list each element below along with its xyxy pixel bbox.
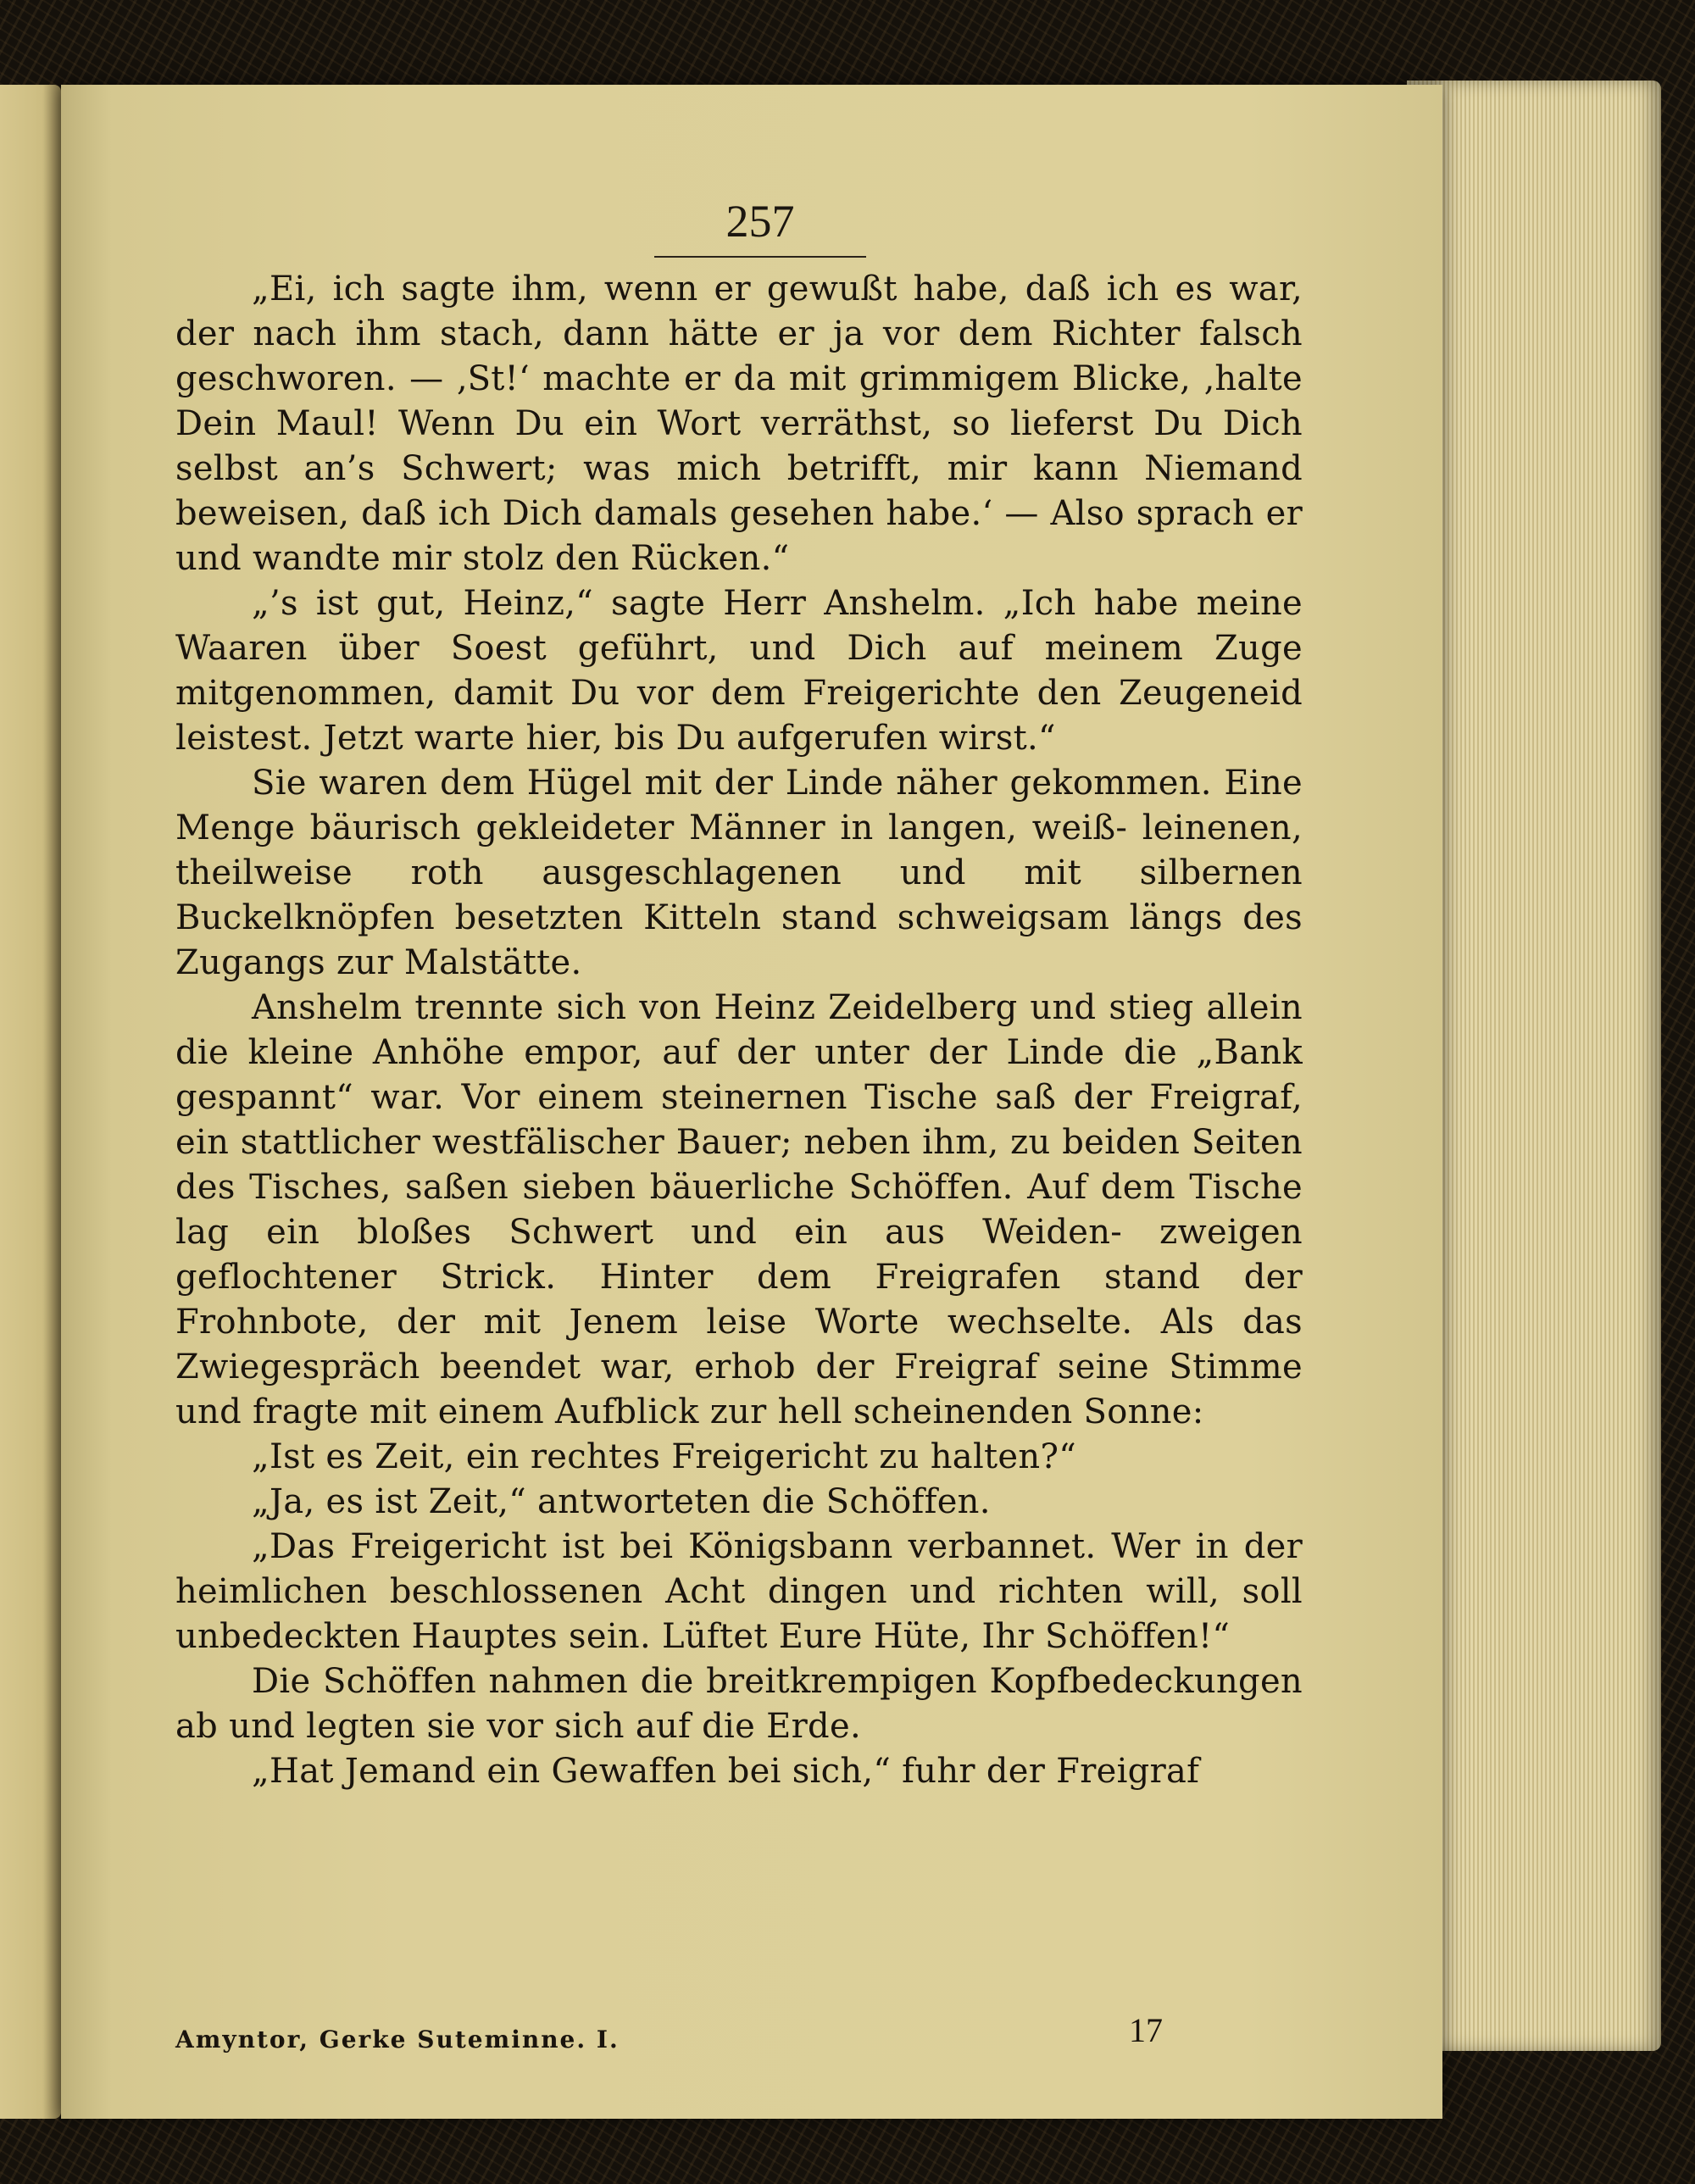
- page-stack-edges: [1407, 81, 1661, 2051]
- paragraph: Sie waren dem Hügel mit der Linde näher gekommen. Eine Menge bäurisch gekleideter Männer in langen, weiß- leinenen, theilweise roth ausgeschlagenen und mit silbernen Buckelknöpfen besetzten Kitteln stand schweigsam längs des Zugangs zur Malstätte.: [175, 764, 1303, 982]
- left-facing-page: [0, 85, 61, 2119]
- paragraph: „Ja, es ist Zeit,“ antworteten die Schöffen.: [252, 1482, 991, 1521]
- paragraph: „Ist es Zeit, ein rechtes Freigericht zu halten?“: [252, 1437, 1076, 1476]
- body-text: [175, 267, 1303, 1794]
- paragraph: „Das Freigericht ist bei Königsbann verbannet. Wer in der heimlichen beschlossenen Acht dingen und richten will, soll unbedeckten Hauptes sein. Lüftet Eure Hüte, Ihr Schöffen!“: [175, 1527, 1303, 1656]
- paragraph: Anshelm trennte sich von Heinz Zeidelberg und stieg allein die kleine Anhöhe empor, auf der unter der Linde die „Bank gespannt“ war. Vor einem steinernen Tische saß der Freigraf, ein stattlicher westfälischer Bauer; neben ihm, zu beiden Seiten des Tisches, saßen sieben bäuerliche Schöffen. Auf dem Tische lag ein bloßes Schwert und ein aus Weiden- zweigen geflochtener Strick. Hinter dem Freigrafen stand der Frohnbote, der mit Jenem leise Worte wechselte. Als das Zwiegespräch beendet war, erhob der Freigraf seine Stimme und fragte mit einem Aufblick zur hell scheinenden Sonne:: [175, 988, 1303, 1431]
- signature-line: Amyntor, Gerke Suteminne. I.: [175, 2026, 620, 2053]
- signature-number: 17: [1129, 2011, 1163, 2049]
- page-number: 257: [725, 196, 795, 247]
- paragraph: „’s ist gut, Heinz,“ sagte Herr Anshelm. „Ich habe meine Waaren über Soest geführt, und Dich auf meinem Zuge mitgenommen, damit Du vor dem Freigerichte den Zeugeneid leistest. Jetzt warte hier, bis Du aufgerufen wirst.“: [175, 584, 1303, 758]
- book-page: [61, 85, 1442, 2119]
- paragraph: Die Schöffen nahmen die breitkrempigen Kopfbedeckungen ab und legten sie vor sich auf die Erde.: [175, 1662, 1303, 1746]
- paragraph: „Hat Jemand ein Gewaffen bei sich,“ fuhr der Freigraf: [252, 1752, 1200, 1791]
- paragraph: „Ei, ich sagte ihm, wenn er gewußt habe, daß ich es war, der nach ihm stach, dann hätte er ja vor dem Richter falsch geschworen. — ‚St!‘ machte er da mit grimmigem Blicke, ‚halte Dein Maul! Wenn Du ein Wort verräthst, so lieferst Du Dich selbst an’s Schwert; was mich betrifft, mir kann Niemand beweisen, daß ich Dich damals gesehen habe.‘ — Also sprach er und wandte mir stolz den Rücken.“: [175, 270, 1303, 578]
- header-rule: [654, 256, 866, 258]
